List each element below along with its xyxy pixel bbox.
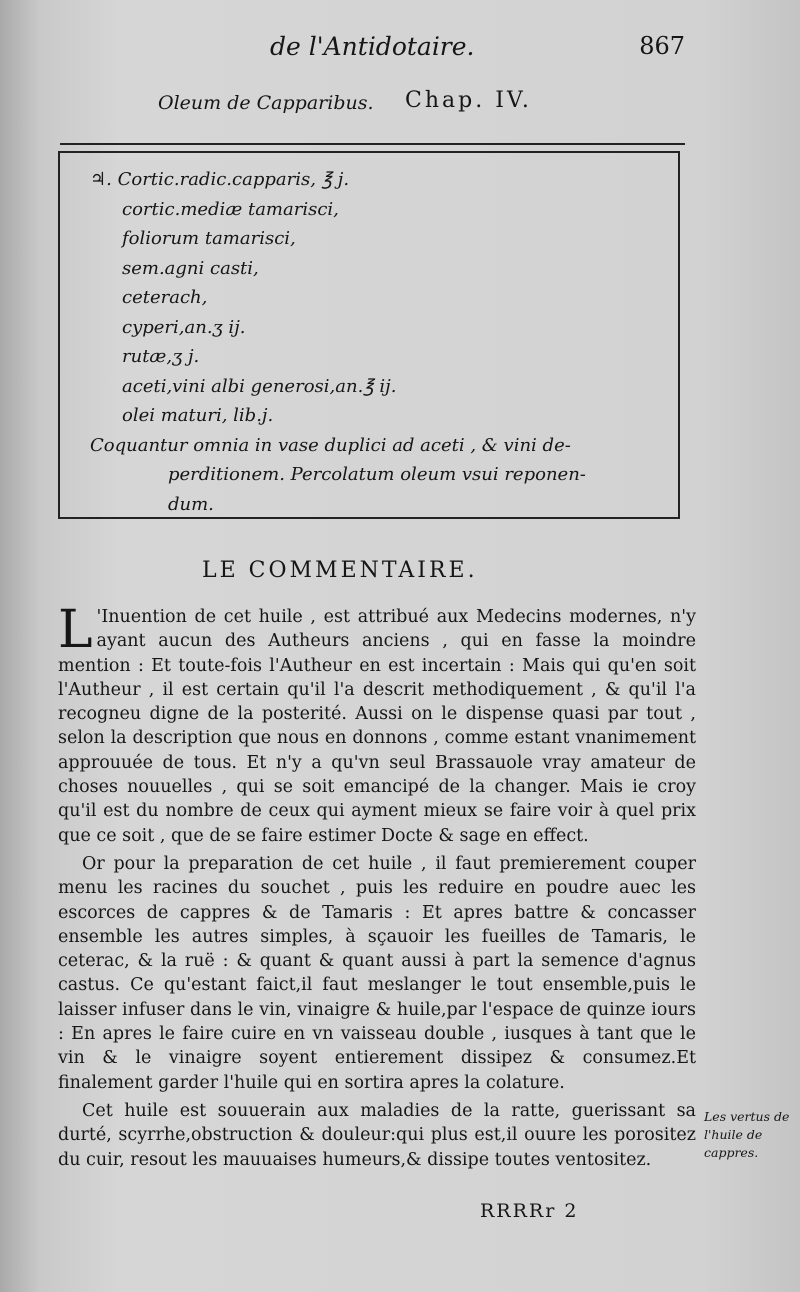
commentary-body xyxy=(58,600,696,1176)
recipe-line: aceti,vini albi generosi,an.℥ ij. xyxy=(122,375,397,397)
recipe-line: olei maturi, lib.j. xyxy=(122,405,274,426)
chapter-number: Chap. IV. xyxy=(405,88,532,113)
recipe-text xyxy=(90,165,660,519)
recipe-line: cyperi,an.ʒ ij. xyxy=(122,316,246,338)
chapter-heading xyxy=(0,88,800,124)
recipe-line: foliorum tamarisci, xyxy=(122,228,296,249)
chapter-title: Oleum de Capparibus. xyxy=(158,92,374,114)
recipe-closing-line: perditionem. Percolatum oleum vsui reponen- xyxy=(168,464,586,485)
signature-mark: RRRRr 2 xyxy=(480,1200,579,1222)
recipe-closing-line: Coquantur omnia in vase duplici ad aceti , & vini de- xyxy=(90,434,571,456)
top-rule xyxy=(60,143,685,145)
margin-note: Les vertus de l'huile de cappres. xyxy=(704,1109,790,1160)
page-number: 867 xyxy=(639,32,685,60)
running-head: de l'Antidotaire. xyxy=(270,32,475,61)
recipe-line: cortic.mediæ tamarisci, xyxy=(122,198,339,220)
paragraph: Cet huile est souuerain aux maladies de la ratte, guerissant sa durté, scyrrhe,obstruction & douleur:qui plus est,il ouure les porositez du cuir, resout les mauuaises humeurs,& dissipe toutes ventositez. xyxy=(58,1100,696,1170)
section-title: LE COMMENTAIRE. xyxy=(202,558,478,583)
recipe-line: rutæ,ʒ j. xyxy=(122,346,200,367)
recipe-closing-line: dum. xyxy=(168,493,214,515)
recipe-line: sem.agni casti, xyxy=(122,257,259,279)
recipe-box xyxy=(58,151,680,519)
paragraph: Or pour la preparation de cet huile , il faut premierement couper menu les racines du souchet , puis les reduire en poudre auec les escorces de cappres & de Tamaris : Et apres battre & concasser ensemble les autres simples, à sçauoir les fueilles de Tamaris, le ceterac, & la ruë : & quant & quant aussi à part la semence d'agnus castus. Ce qu'estant faict,il faut meslanger le tout ensemble,puis le laisser infuser dans le vin, vinaigre & huile,par l'espace de quinze iours : En apres le faire cuire en vn vaisseau double , iusques à tant que le vin & le vinaigre soyent entierement dissipez & consumez.Et finalement garder l'huile qui en sortira apres la colature. xyxy=(58,853,696,1093)
paragraph-text: 'Inuention de cet huile , est attribué aux Medecins modernes, n'y ayant aucun des Autheurs anciens , qui en fasse la moindre mention : Et toute-fois l'Autheur en est incertain : Mais qui qu'en soit l'Autheur , il est certain qu'il l'a descrit methodiquement , & qu'il l'a recogneu digne de la posterité. Aussi on le dispense quasi par tout , selon la description que nous en donnons , comme estant vnanimement approuuée de tous. Et n'y a qu'vn seul Brassauole vray amateur de choses nouuelles , qui se soit emancipé de la changer. Mais ie croy qu'il est du nombre de ceux qui ayment mieux se faire voir à quel prix que ce soit , que de se faire estimer Docte & sage en effect. xyxy=(58,607,696,846)
paragraph xyxy=(58,600,696,848)
page-header xyxy=(0,32,800,72)
recipe-line: ceterach, xyxy=(122,287,208,308)
drop-cap: L xyxy=(58,600,93,660)
recipe-line: ♃. Cortic.radic.capparis, ℥ j. xyxy=(90,169,350,190)
